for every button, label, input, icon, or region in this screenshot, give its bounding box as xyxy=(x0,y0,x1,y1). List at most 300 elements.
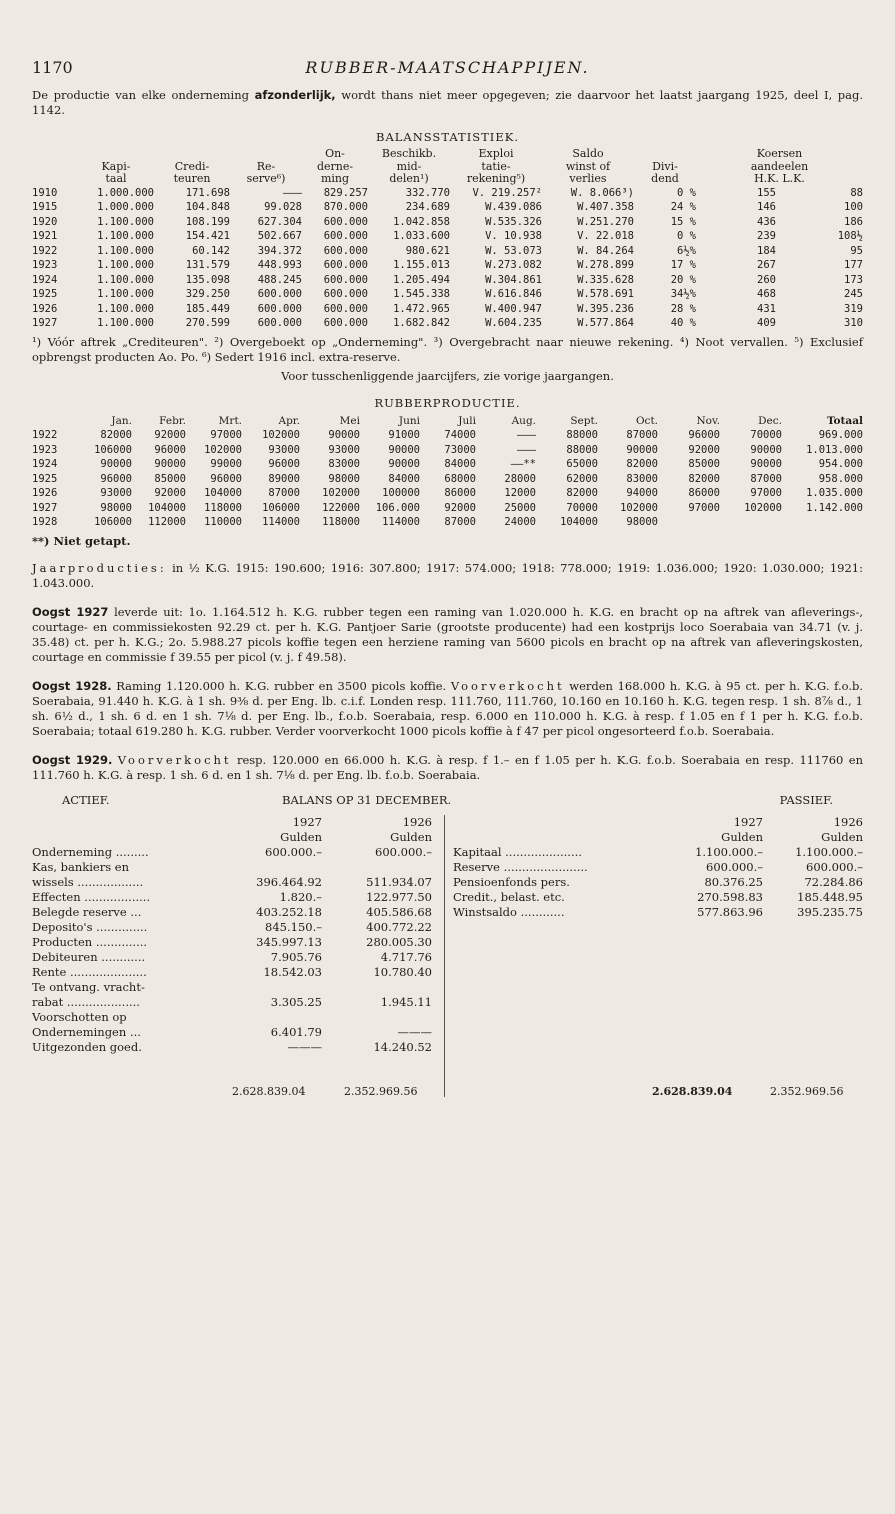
bs-value-cell: 270.599 xyxy=(185,317,230,329)
actief-row xyxy=(32,845,432,860)
oogst-1927-label: Oogst 1927 xyxy=(32,604,109,619)
bs-table-row xyxy=(32,229,863,244)
passief-value-1926: 185.448.95 xyxy=(797,889,863,904)
actief-value-1927: 7.905.76 xyxy=(270,949,322,964)
bs-value-cell: 95 xyxy=(850,244,863,257)
rp-year-cell: 1925 xyxy=(32,472,58,485)
rp-value-cell: 98000 xyxy=(626,516,658,528)
bs-header-cell: derne- xyxy=(316,160,354,173)
rp-value-cell: 87000 xyxy=(444,516,476,528)
bs-value-cell: 1.472.965 xyxy=(393,302,450,315)
rubberproductie-footnote: **) Niet getapt. xyxy=(32,533,131,548)
passief-value-1927: 600.000.– xyxy=(706,859,763,874)
actief-value-1926: 4.717.76 xyxy=(380,949,432,964)
rp-value-cell: 102000 xyxy=(744,501,782,514)
rp-value-cell: 954.000 xyxy=(818,458,863,470)
bs-table-row xyxy=(32,244,863,259)
bs-value-cell: 108.199 xyxy=(185,215,230,228)
passief-label: Reserve ....................... xyxy=(453,859,588,874)
bs-value-cell: 600.000 xyxy=(323,317,368,329)
bs-header-cell xyxy=(154,148,230,161)
bs-table-row xyxy=(32,316,863,331)
rp-value-cell: 114000 xyxy=(262,516,300,528)
bs-header-cell: aandeelen xyxy=(750,160,809,173)
bs-value-cell: 146 xyxy=(757,201,776,213)
bs-value-cell: W.407.358 xyxy=(577,201,634,213)
passief-unit-2: Gulden xyxy=(821,829,863,844)
bs-value-cell: 1.033.600 xyxy=(393,230,450,242)
intro-paragraph xyxy=(32,88,863,118)
passief-year-1926: 1926 xyxy=(833,814,863,829)
bs-value-cell: 99.028 xyxy=(264,201,302,213)
oogst-1929-paragraph xyxy=(32,753,863,783)
actief-label: Uitgezonden goed. xyxy=(32,1039,142,1054)
passief-label: Pensioenfonds pers. xyxy=(453,874,570,889)
rp-value-cell xyxy=(658,515,720,530)
bs-value-cell: 104.848 xyxy=(185,201,230,213)
rp-table-row xyxy=(32,515,863,530)
rp-header-cell: Mei xyxy=(339,414,360,427)
rp-value-cell: 83000 xyxy=(328,458,360,470)
rp-year-cell: 1923 xyxy=(32,443,58,456)
rp-value-cell: 82000 xyxy=(688,472,720,485)
bs-year-cell: 1921 xyxy=(32,230,58,242)
bs-table-row xyxy=(32,287,863,302)
rp-value-cell: 96000 xyxy=(268,458,300,470)
bs-value-cell: 88 xyxy=(850,186,863,199)
bs-value-cell: ——— xyxy=(283,186,302,199)
total-actief-1926: 2.352.969.56 xyxy=(344,1084,418,1098)
rp-value-cell: 89000 xyxy=(268,472,300,485)
oogst-1929-label: Oogst 1929. xyxy=(32,752,113,767)
passief-row xyxy=(453,875,863,890)
bs-header-cell: Divi- xyxy=(652,160,678,173)
bs-value-cell: 135.098 xyxy=(185,273,230,286)
bs-header-row xyxy=(32,173,863,186)
rp-value-cell: 99000 xyxy=(210,458,242,470)
rp-value-cell: 87000 xyxy=(268,487,300,499)
rp-value-cell: 958.000 xyxy=(818,472,863,485)
bs-value-cell: 0 % xyxy=(677,186,696,199)
oogst-1928-paragraph xyxy=(32,679,863,739)
bs-year-cell: 1920 xyxy=(32,215,58,228)
bs-value-cell: W.535.326 xyxy=(485,215,542,228)
passief-value-1926: 1.100.000.– xyxy=(795,844,863,859)
bs-value-cell: 394.372 xyxy=(257,244,302,257)
bs-value-cell: V. 219.257² xyxy=(472,186,542,199)
actief-row xyxy=(32,965,432,980)
actief-label: Deposito's .............. xyxy=(32,919,148,934)
see-previous-note: Voor tusschenliggende jaarcijfers, zie vorige jaargangen. xyxy=(281,368,614,383)
bs-value-cell: 600.000 xyxy=(323,288,368,300)
bs-value-cell: 173 xyxy=(844,273,863,286)
rp-header-row xyxy=(32,414,863,429)
passief-value-1927: 80.376.25 xyxy=(704,874,763,889)
rp-value-cell xyxy=(782,515,863,530)
bs-value-cell: 448.993 xyxy=(257,259,302,271)
balance-title: BALANS OP 31 DECEMBER. xyxy=(282,792,452,807)
rp-value-cell: 1.035.000 xyxy=(806,487,863,499)
passief-rows xyxy=(453,845,863,920)
bs-value-cell: 1.000.000 xyxy=(97,186,154,199)
rp-value-cell: 82000 xyxy=(566,487,598,499)
rp-value-cell: 112000 xyxy=(148,516,186,528)
actief-row xyxy=(32,920,432,935)
oogst-1928-text-2: werden 168.000 h. K.G. à 95 ct. per h. K.G. f.o.b. Soerabaia, 91.440 h. K.G. à 1 sh. 9⅜ d. per Eng. lb. c.i.f. Londen resp. 111.760, 111.760, 10.160 en 10.160 h. K.G. tegen resp. 1 sh. 8⅞ d., 1 sh. 6½ d., 1 sh. 6 d. en 1 sh. 7⅛ d. per Eng. lb., f.o.b. Soerabaia, resp. 6.000 en 110.000 h. K.G. à resp. f 1.05 en f 1 per h. K.G. f.o.b. Soerabaia; totaal 619.280 h. K.G. rubber. Verder voorverkocht 1000 picols koffie à f 47 per picol ongesorteerd f.o.b. Soerabaia. xyxy=(32,678,863,738)
rp-value-cell: 62000 xyxy=(566,472,598,485)
bs-header-cell: tatie- xyxy=(481,160,511,173)
actief-unit-2: Gulden xyxy=(390,829,432,844)
bs-value-cell: 1.545.338 xyxy=(393,288,450,300)
bs-header-cell: Credi- xyxy=(174,160,210,173)
passief-value-1926: 600.000.– xyxy=(806,859,863,874)
rubberproductie-table xyxy=(32,414,863,530)
rp-value-cell: 102000 xyxy=(262,429,300,441)
rp-year-cell: 1926 xyxy=(32,487,58,499)
bs-value-cell: 1.042.858 xyxy=(393,215,450,228)
rp-value-cell: ——— xyxy=(517,443,536,456)
rp-value-cell: 88000 xyxy=(566,429,598,441)
rp-value-cell: 969.000 xyxy=(818,429,863,441)
oogst-1929-spaced: Voorverkocht xyxy=(117,752,232,767)
bs-value-cell: 40 % xyxy=(670,317,696,329)
bs-value-cell: 627.304 xyxy=(257,215,302,228)
bs-header-cell: Re- xyxy=(256,160,276,173)
passief-row xyxy=(453,845,863,860)
rp-value-cell: 110000 xyxy=(204,516,242,528)
actief-unit-1: Gulden xyxy=(280,829,322,844)
bs-value-cell: 15 % xyxy=(670,215,696,228)
actief-row xyxy=(32,980,432,995)
bs-value-cell: 34½% xyxy=(670,288,696,300)
bs-value-cell: 24 % xyxy=(670,201,696,213)
bs-year-cell: 1924 xyxy=(32,273,58,286)
bs-value-cell: 60.142 xyxy=(192,244,230,257)
actief-value-1927: 3.305.25 xyxy=(270,994,322,1009)
actief-row xyxy=(32,890,432,905)
actief-value-1927: 845.150.– xyxy=(265,919,322,934)
bs-header-cell: Saldo xyxy=(572,148,604,160)
rp-value-cell: 104000 xyxy=(204,487,242,499)
bs-value-cell: W.273.082 xyxy=(485,259,542,271)
rp-year-cell: 1922 xyxy=(32,429,58,441)
bs-value-cell: 319 xyxy=(844,302,863,315)
total-passief-1926: 2.352.969.56 xyxy=(770,1084,844,1098)
bs-table-row xyxy=(32,258,863,273)
passief-value-1926: 72.284.86 xyxy=(804,874,863,889)
bs-value-cell: W.278.899 xyxy=(577,259,634,271)
bs-value-cell: 1.155.013 xyxy=(393,259,450,271)
bs-value-cell: 177 xyxy=(844,259,863,271)
rp-table-row xyxy=(32,501,863,516)
oogst-1928-spaced: Voorverkocht xyxy=(450,678,565,693)
rp-header-cell: Apr. xyxy=(278,414,300,427)
bs-year-cell: 1923 xyxy=(32,259,58,271)
passief-row xyxy=(453,905,863,920)
actief-value-1926: 600.000.– xyxy=(375,844,432,859)
actief-label: Kas, bankiers en xyxy=(32,859,130,874)
actief-year-row xyxy=(32,815,432,830)
rp-value-cell xyxy=(720,515,782,530)
rp-value-cell: 94000 xyxy=(626,487,658,499)
rp-header-cell: Oct. xyxy=(635,414,658,427)
bs-header-cell xyxy=(32,173,78,186)
passief-label: PASSIEF. xyxy=(779,792,833,807)
rp-year-cell: 1924 xyxy=(32,458,58,470)
rp-header-cell: Juli xyxy=(458,414,476,427)
rp-table-row xyxy=(32,428,863,443)
bs-value-cell: 436 xyxy=(757,215,776,228)
passief-column xyxy=(444,815,863,1097)
bs-value-cell: 234.689 xyxy=(405,201,450,213)
bs-value-cell: W.400.947 xyxy=(485,302,542,315)
jaarproducties-label: Jaarproducties: xyxy=(32,560,167,575)
rp-value-cell: 25000 xyxy=(504,501,536,514)
intro-text-after: wordt thans niet meer opgegeven; zie daarvoor het laatst jaargang 1925, deel I, pag. 1142. xyxy=(32,88,863,117)
rp-value-cell: 90000 xyxy=(100,458,132,470)
oogst-1929-text: resp. 120.000 en 66.000 h. K.G. à resp. f 1.– en f 1.05 per h. K.G. f.o.b. Soerabaia en resp. 111760 en 111.760 h. K.G. à resp. 1 sh. 6 d. en 1 sh. 7⅛ d. per Eng. lb. f.o.b. Soerabaia. xyxy=(32,752,863,782)
bs-value-cell: 17 % xyxy=(670,259,696,271)
rp-header-cell: Jan. xyxy=(111,414,132,427)
oogst-1928-text: Raming 1.120.000 h. K.G. rubber en 3500 picols koffie. xyxy=(111,678,451,693)
passief-unit-1: Gulden xyxy=(721,829,763,844)
bs-value-cell: 600.000 xyxy=(323,273,368,286)
bs-value-cell: 267 xyxy=(757,259,776,271)
bs-value-cell: 1.100.000 xyxy=(97,244,154,257)
rp-value-cell: 86000 xyxy=(688,487,720,499)
total-passief-1927: 2.628.839.04 xyxy=(652,1084,733,1098)
bs-value-cell: 184 xyxy=(757,244,776,257)
bs-value-cell: 600.000 xyxy=(323,244,368,257)
actief-value-1927: 18.542.03 xyxy=(263,964,322,979)
bs-header-cell xyxy=(634,148,696,161)
rp-value-cell: 74000 xyxy=(444,429,476,441)
rp-value-cell: 90000 xyxy=(750,443,782,456)
bs-value-cell: W.335.628 xyxy=(577,273,634,286)
actief-row xyxy=(32,935,432,950)
rp-header-cell: Totaal xyxy=(826,414,863,427)
bs-header-cell xyxy=(32,161,78,174)
bs-value-cell: 154.421 xyxy=(185,230,230,242)
rp-value-cell: 90000 xyxy=(626,443,658,456)
rp-header-cell: Dec. xyxy=(758,414,782,427)
bs-value-cell: 600.000 xyxy=(257,288,302,300)
bs-value-cell: 6½% xyxy=(677,244,696,257)
actief-value-1926: 511.934.07 xyxy=(366,874,432,889)
passief-row xyxy=(453,860,863,875)
rp-value-cell: 82000 xyxy=(626,458,658,470)
bs-year-cell: 1922 xyxy=(32,244,58,257)
balance-sheet-header xyxy=(32,793,863,809)
rp-value-cell: 106.000 xyxy=(375,501,420,514)
rp-value-cell: 106000 xyxy=(262,501,300,514)
rp-table-row xyxy=(32,486,863,501)
actief-value-1926: 122.977.50 xyxy=(366,889,432,904)
rp-value-cell: 98000 xyxy=(328,472,360,485)
actief-label: ACTIEF. xyxy=(62,792,110,807)
rp-value-cell: 90000 xyxy=(750,458,782,470)
rp-value-cell: 86000 xyxy=(444,487,476,499)
bs-value-cell: 28 % xyxy=(670,302,696,315)
bs-value-cell: 600.000 xyxy=(323,230,368,242)
rp-value-cell: 90000 xyxy=(154,458,186,470)
bs-value-cell: 468 xyxy=(757,288,776,300)
bs-header-cell: serve⁶) xyxy=(246,173,286,185)
actief-label: Belegde reserve ... xyxy=(32,904,142,919)
actief-rows xyxy=(32,845,432,1055)
passief-value-1927: 577.863.96 xyxy=(697,904,763,919)
bs-value-cell: 171.698 xyxy=(185,186,230,199)
balans-statistiek-table xyxy=(32,186,863,331)
actief-value-1927: 345.997.13 xyxy=(256,934,322,949)
bs-value-cell: W.251.270 xyxy=(577,215,634,228)
bs-table-row xyxy=(32,273,863,288)
bs-value-cell: 1.000.000 xyxy=(97,201,154,213)
oogst-1927-text: leverde uit: 1o. 1.164.512 h. K.G. rubber tegen een raming van 1.020.000 h. K.G. en bracht op na aftrek van afleverings-, courtage- en commissiekosten 92.29 ct. per h. K.G. Pantjoer Sarie (grootste producente) had een kostprijs loco Soerabaia van 34.71 (v. j. 35.48) ct. per h. K.G.; 2o. 5.988.27 picols koffie tegen een herziene raming van 5600 picols en bracht op na aftrek van afleveringskosten, courtage en commissie f 39.55 per picol (v. j. f 49.58). xyxy=(32,604,864,664)
rp-table-row xyxy=(32,443,863,458)
actief-value-1926: 405.586.68 xyxy=(366,904,432,919)
passief-value-1927: 1.100.000.– xyxy=(695,844,763,859)
bs-value-cell: 600.000 xyxy=(257,317,302,329)
bs-value-cell: 185.449 xyxy=(185,302,230,315)
rp-value-cell: 122000 xyxy=(322,501,360,514)
bs-year-cell: 1925 xyxy=(32,288,58,300)
rp-value-cell: 102000 xyxy=(620,501,658,514)
rp-value-cell: 90000 xyxy=(328,429,360,441)
bs-value-cell: 329.250 xyxy=(185,288,230,300)
rp-value-cell: 96000 xyxy=(154,443,186,456)
actief-value-1926: 400.772.22 xyxy=(366,919,432,934)
bs-table-row xyxy=(32,200,863,215)
bs-value-cell: V. 10.938 xyxy=(485,230,542,242)
rp-value-cell: 97000 xyxy=(688,501,720,514)
rp-value-cell: 83000 xyxy=(626,472,658,485)
rp-value-cell: 88000 xyxy=(566,443,598,456)
rp-value-cell: 90000 xyxy=(388,443,420,456)
actief-label: Ondernemingen ... xyxy=(32,1024,141,1039)
rp-value-cell: 97000 xyxy=(210,429,242,441)
bs-value-cell: 502.667 xyxy=(257,230,302,242)
actief-year-1926: 1926 xyxy=(402,814,432,829)
bs-header-cell: taal xyxy=(105,173,127,185)
rp-value-cell: 91000 xyxy=(388,429,420,441)
bs-header-cell: rekening⁵) xyxy=(466,173,526,185)
rp-value-cell: ——— xyxy=(517,429,536,441)
bs-header-cell: Beschikb. xyxy=(381,148,437,160)
bs-header-cell xyxy=(230,148,302,161)
rp-header-cell: Febr. xyxy=(159,414,186,427)
passief-value-1926: 395.235.75 xyxy=(797,904,863,919)
rp-value-cell: 96000 xyxy=(688,429,720,441)
rp-value-cell: 92000 xyxy=(688,443,720,456)
rp-value-cell: 118000 xyxy=(322,516,360,528)
bs-value-cell: W. 53.073 xyxy=(485,244,542,257)
bs-value-cell: 1.100.000 xyxy=(97,230,154,242)
bs-value-cell: 600.000 xyxy=(323,302,368,315)
bs-value-cell: V. 22.018 xyxy=(577,230,634,242)
bs-header-cell: H.K. L.K. xyxy=(754,173,805,185)
rp-header-cell: Mrt. xyxy=(218,414,242,427)
bs-header-cell: delen¹) xyxy=(389,173,429,185)
actief-row xyxy=(32,995,432,1010)
bs-value-cell: W.304.861 xyxy=(485,273,542,286)
balans-statistiek-title: BALANSSTATISTIEK. xyxy=(376,130,519,144)
bs-header-cell: dend xyxy=(651,173,679,185)
rp-value-cell: 100000 xyxy=(382,487,420,499)
bs-value-cell: 245 xyxy=(844,288,863,300)
rp-value-cell: 97000 xyxy=(750,487,782,499)
actief-value-1926: ——— xyxy=(397,1024,432,1039)
rp-year-cell: 1927 xyxy=(32,501,58,514)
bs-value-cell: 1.100.000 xyxy=(97,259,154,271)
bs-header-cell xyxy=(78,148,154,161)
rp-value-cell: 90000 xyxy=(388,458,420,470)
rp-value-cell: 102000 xyxy=(204,443,242,456)
actief-label: Debiteuren ............ xyxy=(32,949,146,964)
bs-value-cell: W.604.235 xyxy=(485,317,542,329)
actief-unit-row xyxy=(32,830,432,845)
rp-value-cell: 98000 xyxy=(100,501,132,514)
bs-value-cell: 600.000 xyxy=(257,302,302,315)
bs-value-cell: 600.000 xyxy=(323,259,368,271)
bs-value-cell: 20 % xyxy=(670,273,696,286)
rp-value-cell: 68000 xyxy=(444,472,476,485)
rp-value-cell: 87000 xyxy=(626,429,658,441)
bs-header-cell: ming xyxy=(320,173,350,185)
bs-header-cell xyxy=(32,148,78,161)
rp-value-cell: 85000 xyxy=(688,458,720,470)
bs-value-cell: 155 xyxy=(757,186,776,199)
rp-value-cell: 70000 xyxy=(750,429,782,441)
bs-table-row xyxy=(32,215,863,230)
rp-value-cell: 28000 xyxy=(504,472,536,485)
rp-header-cell: Aug. xyxy=(511,414,536,427)
actief-label: Te ontvang. vracht- xyxy=(32,979,145,994)
bs-header-cell: On- xyxy=(325,148,345,160)
actief-value-1927: 600.000.– xyxy=(265,844,322,859)
passief-unit-row xyxy=(453,830,863,845)
passief-year-1927: 1927 xyxy=(733,814,763,829)
bs-header-cell: winst of xyxy=(565,160,611,173)
rp-value-cell: 70000 xyxy=(566,501,598,514)
intro-bold: afzonderlijk, xyxy=(254,88,336,102)
rp-value-cell: 65000 xyxy=(566,458,598,470)
rp-value-cell: 12000 xyxy=(504,487,536,499)
actief-label: Onderneming ......... xyxy=(32,844,149,859)
running-title: RUBBER-MAATSCHAPPIJEN. xyxy=(305,58,590,77)
rp-value-cell: 93000 xyxy=(268,443,300,456)
passief-label: Credit., belast. etc. xyxy=(453,889,565,904)
bs-value-cell: W. 84.264 xyxy=(577,244,634,257)
bs-value-cell: 980.621 xyxy=(405,244,450,257)
rp-header-cell xyxy=(32,414,78,429)
rp-value-cell: 82000 xyxy=(100,429,132,441)
actief-row xyxy=(32,1040,432,1055)
rp-table-row xyxy=(32,457,863,472)
bs-value-cell: 1.100.000 xyxy=(97,273,154,286)
rp-value-cell: 104000 xyxy=(560,516,598,528)
bs-header-cell: mid- xyxy=(396,160,422,173)
bs-value-cell: 431 xyxy=(757,302,776,315)
oogst-1928-label: Oogst 1928. xyxy=(32,678,112,693)
rp-value-cell: 102000 xyxy=(322,487,360,499)
passief-row xyxy=(453,890,863,905)
rp-year-cell: 1928 xyxy=(32,516,58,528)
rp-value-cell: 96000 xyxy=(210,472,242,485)
actief-value-1926: 280.005.30 xyxy=(366,934,432,949)
bs-value-cell: 186 xyxy=(844,215,863,228)
oogst-1927-paragraph xyxy=(32,605,863,665)
